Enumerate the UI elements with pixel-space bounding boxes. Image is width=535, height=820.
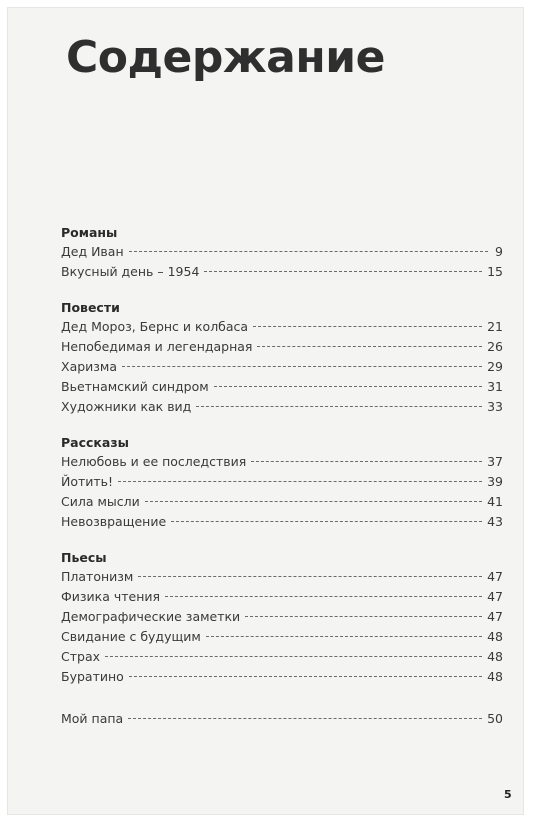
toc-section <box>61 223 503 282</box>
entry-title: Нелюбовь и ее последствия <box>61 454 247 469</box>
entry-page: 47 <box>487 569 503 584</box>
entry-title: Дед Иван <box>61 244 124 259</box>
dot-leader <box>171 521 482 522</box>
entry-title: Вкусный день – 1954 <box>61 264 200 279</box>
entry-page: 48 <box>487 649 503 664</box>
entry-title: Сила мысли <box>61 494 140 509</box>
entry-page: 48 <box>487 669 503 684</box>
toc-entry[interactable] <box>61 357 503 377</box>
entry-page: 26 <box>487 339 503 354</box>
section-title: Повести <box>61 300 120 315</box>
dot-leader <box>129 676 482 677</box>
dot-leader <box>257 346 482 347</box>
dot-leader <box>145 501 482 502</box>
toc-entry[interactable] <box>61 337 503 357</box>
toc-entry[interactable] <box>61 512 503 532</box>
entry-page: 29 <box>487 359 503 374</box>
toc-entry[interactable] <box>61 627 503 647</box>
entry-title: Йотить! <box>61 474 114 489</box>
section-title: Рассказы <box>61 435 129 450</box>
dot-leader <box>105 656 482 657</box>
dot-leader <box>129 251 488 252</box>
toc-entry[interactable] <box>61 472 503 492</box>
dot-leader <box>206 636 482 637</box>
entry-page: 9 <box>495 244 503 259</box>
toc-entry[interactable] <box>61 262 503 282</box>
toc-section <box>61 548 503 687</box>
book-page <box>8 8 523 814</box>
toc-entry[interactable] <box>61 567 503 587</box>
entry-page: 15 <box>487 264 503 279</box>
section-title: Романы <box>61 225 118 240</box>
entry-page: 37 <box>487 454 503 469</box>
entry-title: Дед Мороз, Бернс и колбаса <box>61 319 249 334</box>
entry-title: Непобедимая и легендарная <box>61 339 253 354</box>
entry-title: Платонизм <box>61 569 134 584</box>
entry-page: 33 <box>487 399 503 414</box>
entry-title: Демографические заметки <box>61 609 241 624</box>
toc-entry[interactable] <box>61 492 503 512</box>
dot-leader <box>122 366 482 367</box>
entry-title: Вьетнамский синдром <box>61 379 209 394</box>
entry-title: Страх <box>61 649 101 664</box>
toc-entry[interactable] <box>61 452 503 472</box>
toc-entry[interactable] <box>61 242 503 262</box>
toc-section <box>61 298 503 417</box>
toc-entry[interactable] <box>61 317 503 337</box>
toc-section <box>61 433 503 532</box>
entry-page: 39 <box>487 474 503 489</box>
toc-entry[interactable] <box>61 607 503 627</box>
dot-leader <box>253 326 482 327</box>
entry-page: 41 <box>487 494 503 509</box>
toc-entry[interactable] <box>61 587 503 607</box>
entry-page: 21 <box>487 319 503 334</box>
entry-title: Невозвращение <box>61 514 167 529</box>
page-number: 5 <box>504 788 512 801</box>
dot-leader <box>138 576 482 577</box>
dot-leader <box>118 481 482 482</box>
dot-leader <box>214 386 482 387</box>
entry-title: Буратино <box>61 669 124 684</box>
dot-leader <box>204 271 482 272</box>
entry-page: 31 <box>487 379 503 394</box>
entry-page: 47 <box>487 589 503 604</box>
toc-entry[interactable] <box>61 667 503 687</box>
entry-page: 50 <box>487 711 503 726</box>
entry-page: 47 <box>487 609 503 624</box>
entry-title: Художники как вид <box>61 399 192 414</box>
dot-leader <box>128 718 482 719</box>
entry-page: 48 <box>487 629 503 644</box>
page-title: Содержание <box>66 32 385 83</box>
dot-leader <box>251 461 482 462</box>
toc-entry-final[interactable] <box>61 709 503 729</box>
toc-entry[interactable] <box>61 377 503 397</box>
toc-entry[interactable] <box>61 397 503 417</box>
dot-leader <box>196 406 482 407</box>
dot-leader <box>165 596 482 597</box>
entry-page: 43 <box>487 514 503 529</box>
entry-title: Физика чтения <box>61 589 161 604</box>
entry-title: Мой папа <box>61 711 124 726</box>
toc-entry[interactable] <box>61 647 503 667</box>
dot-leader <box>245 616 482 617</box>
section-title: Пьесы <box>61 550 107 565</box>
table-of-contents <box>61 223 503 729</box>
entry-title: Свидание с будущим <box>61 629 201 644</box>
entry-title: Харизма <box>61 359 118 374</box>
